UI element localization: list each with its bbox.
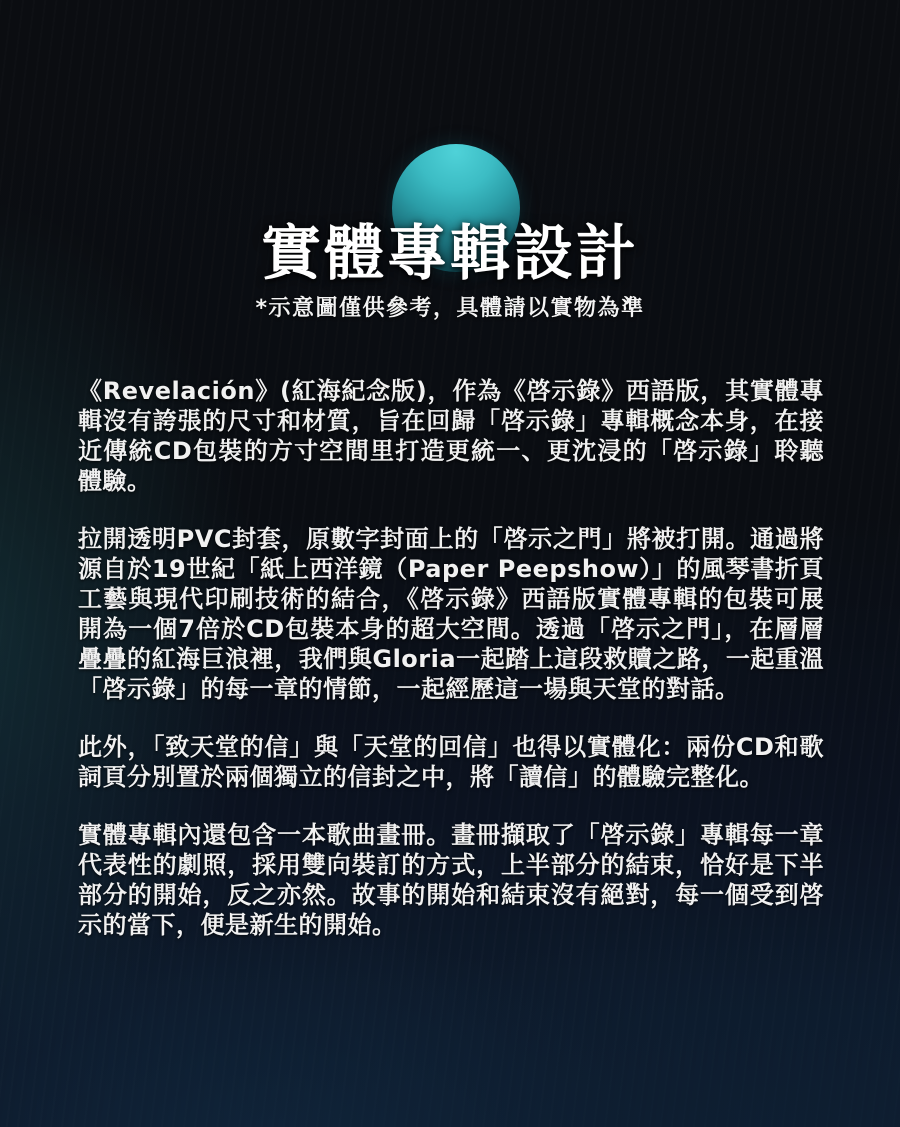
body-text-block: [78, 376, 824, 940]
paragraph-packaging-peepshow: 拉開透明PVC封套，原數字封面上的「啓示之門」將被打開。通過將源自於19世紀「紙上西洋鏡（Paper Peepshow）」的風琴書折頁工藝與現代印刷技術的結合，《啓示錄》西語版實體專輯的包裝可展開為一個7倍於CD包裝本身的超大空間。透過「啓示之門」，在層層疊疊的紅海巨浪裡，我們與Gloria一起踏上這段救贖之路，一起重溫「啓示錄」的每一章的情節，一起經歷這一場與天堂的對話。: [78, 525, 824, 703]
paragraph-song-booklet: 實體專輯內還包含一本歌曲畫冊。畫冊擷取了「啓示錄」專輯每一章代表性的劇照，採用雙向裝訂的方式，上半部分的結束，恰好是下半部分的開始，反之亦然。故事的開始和結束沒有絕對，每一個受到啓示的當下，便是新生的開始。: [78, 821, 824, 939]
disclaimer-note: *示意圖僅供參考，具體請以實物為準: [255, 296, 645, 321]
paragraph-letters-envelopes: 此外，「致天堂的信」與「天堂的回信」也得以實體化：兩份CD和歌詞頁分別置於兩個獨立的信封之中，將「讀信」的體驗完整化。: [78, 733, 824, 791]
paragraph-album-concept: 《Revelación》(紅海紀念版)，作為《啓示錄》西語版，其實體專輯沒有誇張的尺寸和材質，旨在回歸「啓示錄」專輯概念本身，在接近傳統CD包裝的方寸空間里打造更統一、更沈浸的「啓示錄」聆聽體驗。: [78, 377, 824, 495]
page-title: 實體專輯設計: [261, 219, 639, 289]
